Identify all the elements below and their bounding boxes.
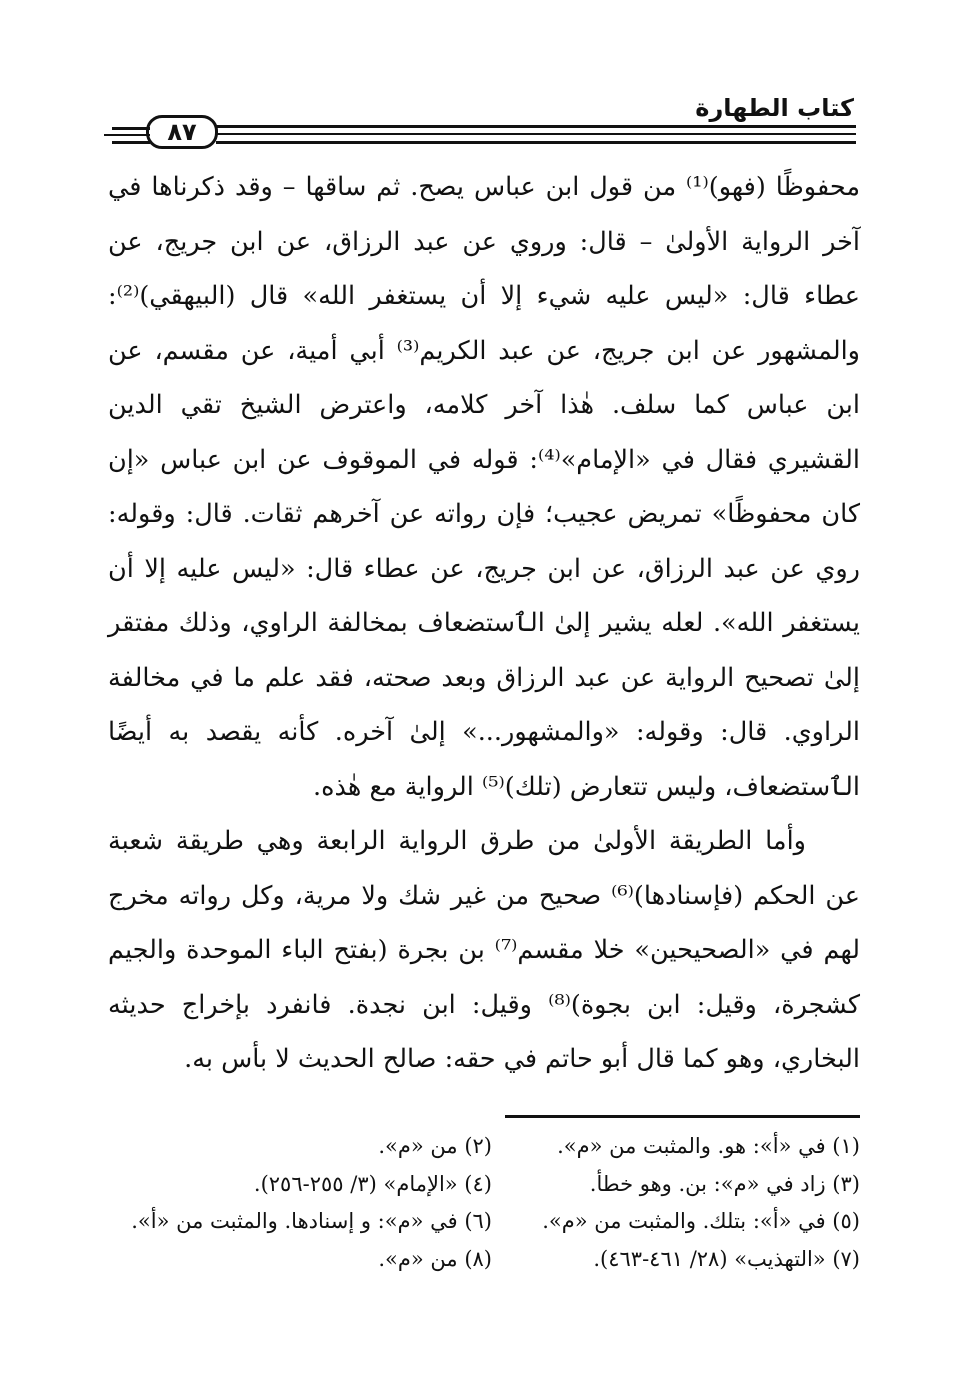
header-rule (112, 127, 150, 130)
footnote: (٥) في «أ»: بتلك. والمثبت من «م». (542, 1209, 860, 1233)
paragraph: محفوظًا (فهو)⁽¹⁾ من قول ابن عباس يصح. ثم ساقها – وقد ذكرناها في آخر الرواية الأولىٰ – قال: وروي عن عبد الرزاق، عن ابن جريج، عن عطاء قال: «ليس عليه شيء إلا أن يستغفر الله» قال (البيهقي)⁽²⁾: والمشهور عن ابن جريج، عن عبد الكريم⁽³⁾ أبي أمية، عن مقسم، عن ابن عباس كما سلف. هٰذا آخر كلامه، واعترض الشيخ تقي الدين القشيري فقال في «الإمام»⁽⁴⁾: قوله في الموقوف عن ابن عباس «إن كان محفوظًا» تمريض عجيب؛ فإن رواته عن آخرهم ثقات. قال: وقوله: روي عن عبد الرزاق، عن ابن جريج، عن عطاء قال: «ليس عليه إلا أن يستغفر الله». لعله يشير إلىٰ الٱستضعاف بمخالفة الراوي، وذلك مفتقر إلىٰ تصحيح الرواية عن عبد الرزاق وبعد صحته، فقد علم ما في مخالفة الراوي. قال: وقوله: «والمشهور...» إلىٰ آخره. كأنه يقصد به أيضًا الٱستضعاف، وليس تتعارض (تلك)⁽⁵⁾ الرواية مع هٰذه. (108, 172, 860, 802)
footnote-row (108, 1203, 860, 1241)
footnote: (٤) «الإمام» (٣/ ٢٥٥-٢٥٦). (253, 1171, 492, 1196)
main-text (108, 160, 860, 1087)
header-rule (216, 125, 856, 128)
page-number: ٨٧ (146, 115, 218, 149)
header-rule (104, 134, 150, 136)
footnote-row (108, 1128, 860, 1166)
footnote: (٦) في «م»: و إسنادها. والمثبت من «أ». (131, 1209, 492, 1233)
footnotes (108, 1128, 860, 1278)
footnote: (٢) من «م». (378, 1134, 492, 1158)
footnote: (٣) زاد في «م»: بن. وهو خطأ. (589, 1171, 860, 1196)
footnote: (٧) «التهذيب» (٢٨/ ٤٦١-٤٦٣). (593, 1246, 860, 1271)
header-rule (112, 141, 150, 144)
footnote-row (108, 1241, 860, 1279)
footnote: (١) في «أ»: هو. والمثبت من «م». (557, 1134, 860, 1158)
running-header-title: كتاب الطهارة (695, 94, 854, 122)
paragraph: وأما الطريقة الأولىٰ من طرق الرواية الرابعة وهي طريقة شعبة عن الحكم (فإسنادها)⁽⁶⁾ صحيح من غير شك ولا مرية، وكل رواته مخرج لهم في «الصحيحين» خلا مقسم⁽⁷⁾ بن بجرة (بفتح الباء الموحدة والجيم كشجرة، وقيل: ابن بجوة)⁽⁸⁾ وقيل: ابن نجدة. فانفرد بإخراج حديثه البخاري، وهو كما قال أبو حاتم في حقه: صالح الحديث لا بأس به. (108, 826, 860, 1074)
footnote-row (108, 1166, 860, 1204)
header-rule (216, 141, 856, 144)
header-rule (216, 133, 856, 135)
footnote-separator (505, 1115, 860, 1118)
footnote: (٨) من «م». (378, 1246, 492, 1271)
